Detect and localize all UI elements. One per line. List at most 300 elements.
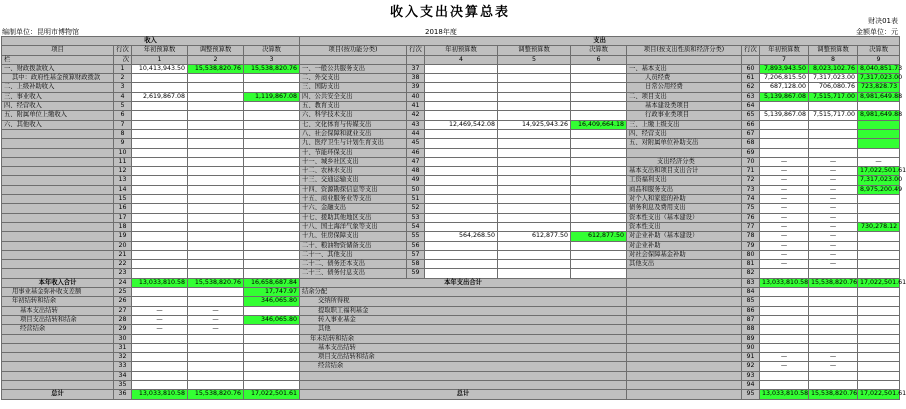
economic-cell: — <box>760 176 809 185</box>
income-cell: 18 <box>114 222 132 231</box>
economic-cell <box>760 148 809 157</box>
economic-cell: 79 <box>742 241 760 250</box>
function-cell <box>498 111 571 120</box>
column-index <box>407 55 425 64</box>
economic-item-label: 对个人和家庭的补助 <box>627 195 742 204</box>
income-item-label <box>2 334 114 343</box>
function-cell <box>571 176 627 185</box>
function-item-label: 十一、城乡社区支出 <box>300 157 407 166</box>
economic-cell <box>760 139 809 148</box>
income-cell <box>244 111 300 120</box>
economic-cell: 62 <box>742 83 760 92</box>
income-cell <box>132 120 188 129</box>
income-cell <box>132 232 188 241</box>
expense-total-cell: 17,022,501.61 <box>858 278 900 287</box>
economic-item-label <box>627 325 742 334</box>
balance-item-label: 转入事业基金 <box>300 315 627 324</box>
income-cell <box>132 139 188 148</box>
income-cell <box>132 371 188 380</box>
economic-item-label: 日常公用经费 <box>627 83 742 92</box>
expense-section-label: 支出 <box>300 37 900 46</box>
economic-cell: 8,981,649.88 <box>858 92 900 101</box>
income-item-label: 四、经营收入 <box>2 102 114 111</box>
economic-cell: 88 <box>742 325 760 334</box>
economic-cell: 65 <box>742 111 760 120</box>
income-cell <box>188 139 244 148</box>
economic-cell <box>809 129 858 138</box>
function-cell: 42 <box>407 111 425 120</box>
function-cell <box>571 250 627 259</box>
economic-cell <box>858 343 900 352</box>
column-header: 项目(按支出性质和经济分类) <box>627 46 742 55</box>
table-row <box>2 92 900 101</box>
income-cell <box>244 269 300 278</box>
economic-item-label <box>627 371 742 380</box>
economic-cell <box>858 325 900 334</box>
expense-total-cell: 15,538,820.76 <box>809 278 858 287</box>
income-cell: 32 <box>114 353 132 362</box>
economic-item-label <box>627 353 742 362</box>
economic-cell: — <box>760 241 809 250</box>
income-cell <box>244 176 300 185</box>
income-cell <box>244 195 300 204</box>
function-cell <box>425 269 498 278</box>
income-cell <box>132 380 188 389</box>
table-row <box>2 195 900 204</box>
table-row <box>2 139 900 148</box>
income-item-label <box>2 250 114 259</box>
economic-item-label <box>627 390 742 399</box>
income-cell <box>188 362 244 371</box>
table-row <box>2 148 900 157</box>
column-index: 次 <box>114 55 132 64</box>
income-cell <box>132 288 188 297</box>
income-cell <box>244 260 300 269</box>
income-item-label: 二、上级补助收入 <box>2 83 114 92</box>
balance-item-label: 基本支出结转 <box>300 343 627 352</box>
income-cell: 5 <box>114 102 132 111</box>
economic-cell: — <box>809 232 858 241</box>
economic-cell <box>760 380 809 389</box>
economic-cell <box>858 250 900 259</box>
function-cell <box>571 83 627 92</box>
grand-total-cell: 17,022,501.61 <box>858 390 900 399</box>
function-item-label: 二、外交支出 <box>300 74 407 83</box>
economic-cell: 80 <box>742 250 760 259</box>
function-cell <box>571 92 627 101</box>
function-cell: 37 <box>407 64 425 73</box>
economic-cell: 723,828.73 <box>858 83 900 92</box>
function-cell: 39 <box>407 83 425 92</box>
income-cell <box>188 343 244 352</box>
income-cell <box>244 222 300 231</box>
economic-item-label: 对企业补助 <box>627 241 742 250</box>
table-row <box>2 167 900 176</box>
economic-cell <box>858 288 900 297</box>
economic-cell <box>760 297 809 306</box>
income-cell <box>132 83 188 92</box>
economic-cell: 7,515,717.00 <box>809 92 858 101</box>
income-cell <box>188 167 244 176</box>
column-header: 年初预算数 <box>760 46 809 55</box>
income-expense-table <box>1 36 906 400</box>
economic-cell: 87 <box>742 315 760 324</box>
income-item-label <box>2 213 114 222</box>
function-item-label: 二十一、其他支出 <box>300 250 407 259</box>
balance-item-label <box>300 380 627 389</box>
function-cell: 58 <box>407 260 425 269</box>
function-cell <box>498 213 571 222</box>
economic-item-label: 债务利息及费用支出 <box>627 204 742 213</box>
column-header: 项目(按功能分类) <box>300 46 407 55</box>
economic-cell: — <box>809 353 858 362</box>
grand-total-cell: 13,033,810.58 <box>132 390 188 399</box>
table-row <box>2 343 900 352</box>
income-cell <box>132 334 188 343</box>
income-cell <box>244 232 300 241</box>
income-total-cell: 13,033,810.58 <box>132 278 188 287</box>
income-cell <box>188 157 244 166</box>
economic-item-label: 其他支出 <box>627 260 742 269</box>
function-item-label: 三、国防支出 <box>300 83 407 92</box>
economic-cell: — <box>809 204 858 213</box>
function-cell <box>425 204 498 213</box>
function-cell <box>425 176 498 185</box>
function-cell: 51 <box>407 195 425 204</box>
income-cell: 346,065.80 <box>244 297 300 306</box>
income-cell: 7 <box>114 120 132 129</box>
expense-total-label: 本年支出合计 <box>300 278 627 287</box>
function-cell <box>571 64 627 73</box>
column-index: 7 <box>760 55 809 64</box>
economic-cell <box>809 315 858 324</box>
function-cell: 48 <box>407 167 425 176</box>
income-cell: — <box>188 306 244 315</box>
income-item-label <box>2 204 114 213</box>
economic-item-label: 行政事业类项目 <box>627 111 742 120</box>
income-section-label: 收入 <box>2 37 300 46</box>
function-item-label: 七、文化体育与传媒支出 <box>300 120 407 129</box>
function-cell <box>498 167 571 176</box>
income-cell: 11 <box>114 157 132 166</box>
economic-cell <box>760 325 809 334</box>
income-item-label: 年初结转和结余 <box>2 297 114 306</box>
table-row <box>2 185 900 194</box>
economic-item-label <box>627 315 742 324</box>
economic-cell <box>809 297 858 306</box>
economic-cell: — <box>760 222 809 231</box>
income-cell <box>132 176 188 185</box>
table-row <box>2 232 900 241</box>
economic-cell: 93 <box>742 371 760 380</box>
economic-cell: 8,023,102.76 <box>809 64 858 73</box>
income-total-cell: 15,538,820.76 <box>188 278 244 287</box>
income-cell <box>188 269 244 278</box>
function-item-label: 十六、金融支出 <box>300 204 407 213</box>
income-cell: 4 <box>114 92 132 101</box>
economic-cell: — <box>760 260 809 269</box>
unit-label: 金额单位：元 <box>856 28 898 36</box>
balance-item-label: 其他 <box>300 325 627 334</box>
table-row <box>2 353 900 362</box>
economic-cell: 68 <box>742 139 760 148</box>
economic-cell: — <box>760 213 809 222</box>
grand-total-cell: 13,033,810.58 <box>760 390 809 399</box>
income-cell <box>244 213 300 222</box>
economic-cell: 5,139,867.08 <box>760 111 809 120</box>
function-item-label: 十七、援助其他地区支出 <box>300 213 407 222</box>
function-cell <box>425 260 498 269</box>
economic-cell <box>760 343 809 352</box>
function-cell <box>498 157 571 166</box>
row-number: 83 <box>742 278 760 287</box>
economic-cell: — <box>809 167 858 176</box>
income-cell <box>188 111 244 120</box>
economic-item-label: 资本性支出（基本建设） <box>627 213 742 222</box>
economic-cell <box>809 371 858 380</box>
row-number: 36 <box>114 390 132 399</box>
row-number: 95 <box>742 390 760 399</box>
column-header: 行次 <box>114 46 132 55</box>
economic-cell <box>760 102 809 111</box>
function-cell <box>498 148 571 157</box>
column-index <box>742 55 760 64</box>
function-cell <box>571 213 627 222</box>
income-cell <box>244 185 300 194</box>
income-cell: 9 <box>114 139 132 148</box>
economic-cell: — <box>809 176 858 185</box>
economic-cell: 8,040,851.73 <box>858 64 900 73</box>
column-index: 2 <box>188 55 244 64</box>
economic-cell: 7,317,023.00 <box>858 176 900 185</box>
function-cell: 38 <box>407 74 425 83</box>
economic-cell: — <box>760 250 809 259</box>
function-cell <box>425 129 498 138</box>
function-cell <box>571 195 627 204</box>
income-cell: 2,619,867.08 <box>132 92 188 101</box>
table-row <box>2 306 900 315</box>
function-cell: 57 <box>407 250 425 259</box>
economic-cell <box>760 371 809 380</box>
economic-item-label: 人员经费 <box>627 74 742 83</box>
economic-cell <box>809 380 858 389</box>
income-cell <box>188 102 244 111</box>
economic-cell: 75 <box>742 204 760 213</box>
economic-cell <box>760 306 809 315</box>
income-cell <box>188 83 244 92</box>
income-cell <box>132 222 188 231</box>
income-item-label <box>2 148 114 157</box>
table-row <box>2 74 900 83</box>
economic-item-label: 三、上缴上级支出 <box>627 120 742 129</box>
function-cell: 12,469,542.08 <box>425 120 498 129</box>
economic-cell: — <box>760 167 809 176</box>
economic-cell: 61 <box>742 74 760 83</box>
income-cell: 15 <box>114 195 132 204</box>
economic-cell: 72 <box>742 176 760 185</box>
income-cell: — <box>188 325 244 334</box>
economic-cell: 78 <box>742 232 760 241</box>
economic-cell <box>760 269 809 278</box>
economic-item-label <box>627 343 742 352</box>
economic-cell: 5,139,867.08 <box>760 92 809 101</box>
grand-total-cell: 15,538,820.76 <box>188 390 244 399</box>
income-item-label <box>2 195 114 204</box>
income-cell <box>244 343 300 352</box>
economic-item-label: 基本建设类项目 <box>627 102 742 111</box>
table-row <box>2 157 900 166</box>
economic-cell <box>809 139 858 148</box>
function-cell <box>425 167 498 176</box>
column-header: 行次 <box>742 46 760 55</box>
income-cell <box>188 288 244 297</box>
function-cell <box>498 269 571 278</box>
income-cell <box>132 260 188 269</box>
economic-item-label: 工资福利支出 <box>627 176 742 185</box>
economic-item-label: 支出经济分类 <box>627 157 742 166</box>
column-index: 栏 <box>2 55 114 64</box>
function-cell <box>498 139 571 148</box>
table-row <box>2 380 900 389</box>
economic-item-label <box>627 148 742 157</box>
function-cell <box>571 139 627 148</box>
economic-cell: 8,975,200.49 <box>858 185 900 194</box>
income-item-label <box>2 260 114 269</box>
economic-cell <box>760 288 809 297</box>
economic-item-label: 商品和服务支出 <box>627 185 742 194</box>
income-cell <box>244 353 300 362</box>
economic-item-label <box>627 278 742 287</box>
income-cell <box>188 297 244 306</box>
function-cell <box>571 241 627 250</box>
table-row <box>2 269 900 278</box>
table-row <box>2 83 900 92</box>
income-cell: 17 <box>114 213 132 222</box>
income-cell <box>132 148 188 157</box>
income-item-label: 三、事业收入 <box>2 92 114 101</box>
column-index: 9 <box>858 55 900 64</box>
function-cell <box>498 241 571 250</box>
table-row <box>2 213 900 222</box>
economic-cell: 94 <box>742 380 760 389</box>
economic-cell: 84 <box>742 288 760 297</box>
income-cell <box>188 148 244 157</box>
balance-item-label: 经营结余 <box>300 362 627 371</box>
income-cell <box>244 334 300 343</box>
income-cell: — <box>132 315 188 324</box>
income-cell <box>188 380 244 389</box>
economic-cell: 81 <box>742 260 760 269</box>
table-row <box>2 315 900 324</box>
income-cell: 1,119,867.08 <box>244 92 300 101</box>
function-item-label: 八、社会保障和就业支出 <box>300 129 407 138</box>
income-item-label <box>2 139 114 148</box>
income-cell <box>188 371 244 380</box>
column-index <box>627 55 742 64</box>
function-cell <box>498 74 571 83</box>
function-cell: 564,268.50 <box>425 232 498 241</box>
income-cell: 27 <box>114 306 132 315</box>
economic-cell: 687,128.00 <box>760 83 809 92</box>
function-item-label: 四、公共安全支出 <box>300 92 407 101</box>
function-cell: 56 <box>407 241 425 250</box>
function-item-label: 二十二、债务还本支出 <box>300 260 407 269</box>
economic-cell <box>760 315 809 324</box>
economic-cell: 91 <box>742 353 760 362</box>
table-row <box>2 334 900 343</box>
economic-cell <box>858 371 900 380</box>
income-cell <box>244 148 300 157</box>
income-cell <box>132 74 188 83</box>
economic-cell: 86 <box>742 306 760 315</box>
income-cell <box>244 157 300 166</box>
income-item-label <box>2 371 114 380</box>
economic-cell: — <box>809 250 858 259</box>
income-cell: 30 <box>114 334 132 343</box>
function-item-label: 十三、交通运输支出 <box>300 176 407 185</box>
economic-cell: — <box>809 185 858 194</box>
economic-cell: 60 <box>742 64 760 73</box>
grand-total-expense-label: 总计 <box>300 390 627 399</box>
economic-cell: — <box>760 232 809 241</box>
income-item-label <box>2 241 114 250</box>
income-cell <box>188 185 244 194</box>
table-row <box>2 250 900 259</box>
income-cell: 20 <box>114 241 132 250</box>
function-cell <box>498 222 571 231</box>
table-row <box>2 204 900 213</box>
column-index <box>300 55 407 64</box>
function-item-label: 十、节能环保支出 <box>300 148 407 157</box>
income-cell: 21 <box>114 250 132 259</box>
function-cell <box>571 102 627 111</box>
economic-cell: 66 <box>742 120 760 129</box>
economic-cell: — <box>809 157 858 166</box>
income-cell: 22 <box>114 260 132 269</box>
income-cell <box>244 325 300 334</box>
economic-cell <box>809 325 858 334</box>
income-item-label: 其中：政府性基金预算财政拨款 <box>2 74 114 83</box>
economic-cell: — <box>858 157 900 166</box>
income-cell <box>188 241 244 250</box>
income-item-label <box>2 269 114 278</box>
function-cell <box>425 102 498 111</box>
income-item-label <box>2 362 114 371</box>
function-item-label: 一、一般公共服务支出 <box>300 64 407 73</box>
function-cell: 612,877.50 <box>498 232 571 241</box>
function-cell <box>571 269 627 278</box>
function-item-label: 二十三、债务付息支出 <box>300 269 407 278</box>
economic-cell: — <box>809 213 858 222</box>
table-row <box>2 362 900 371</box>
economic-cell <box>858 204 900 213</box>
function-cell: 49 <box>407 176 425 185</box>
income-cell <box>188 92 244 101</box>
economic-cell: 7,893,943.50 <box>760 64 809 73</box>
column-header: 年初预算数 <box>132 46 188 55</box>
economic-cell: — <box>809 222 858 231</box>
function-cell <box>425 250 498 259</box>
income-cell <box>188 129 244 138</box>
income-cell: 346,065.80 <box>244 315 300 324</box>
income-cell <box>188 334 244 343</box>
income-cell: 1 <box>114 64 132 73</box>
income-item-label: 五、附属单位上缴收入 <box>2 111 114 120</box>
column-header: 调整预算数 <box>498 46 571 55</box>
income-cell: 29 <box>114 325 132 334</box>
table-row <box>2 297 900 306</box>
economic-item-label <box>627 288 742 297</box>
